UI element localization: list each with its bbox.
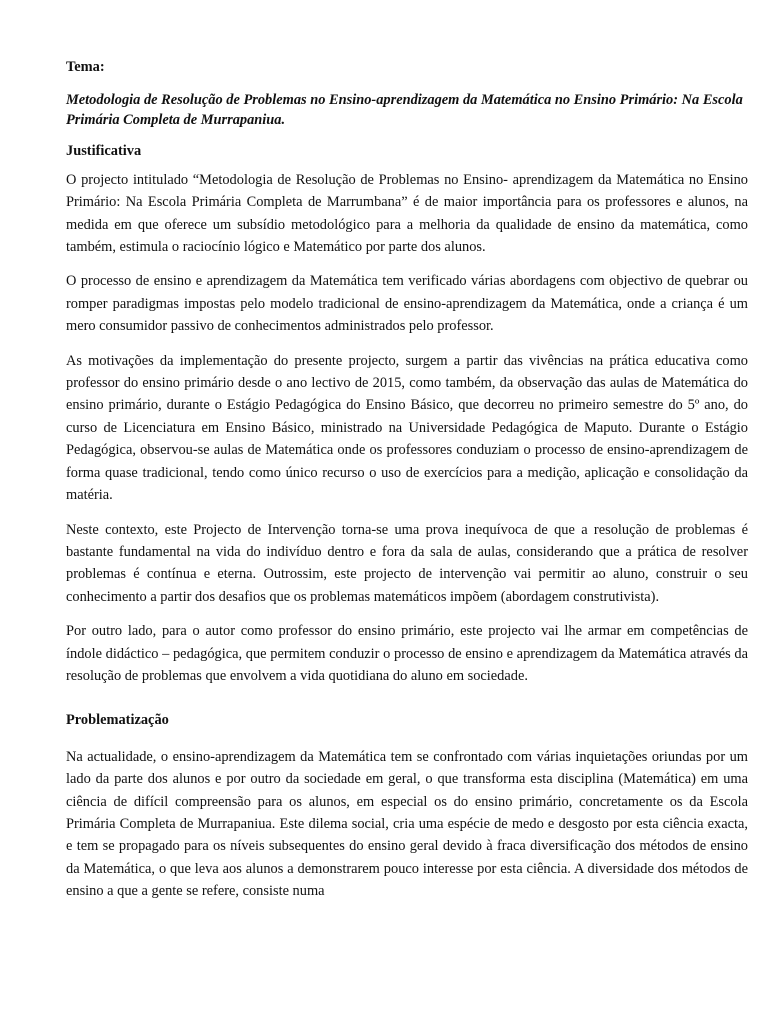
- tema-label: Tema:: [66, 59, 105, 75]
- justificativa-paragraph-2: O processo de ensino e aprendizagem da Matemática tem verificado várias abordagens com objectivo de quebrar ou romper paradigmas impostas pelo modelo tradicional de ensino-aprendizagem da Matemática, onde a criança é um mero consumidor passivo de conhecimentos administrados pelo professor.: [66, 273, 748, 335]
- justificativa-paragraph-4: Neste contexto, este Projecto de Intervenção torna-se uma prova inequívoca de que a resolução de problemas é bastante fundamental na vida do indivíduo dentro e fora da sala de aulas, considerando que a prática de resolver problemas é contínua e eterna. Outrossim, este projecto de intervenção vai permitir ao aluno, construir o seu conhecimento a partir dos desafios que os problemas matemáticos impõem (abordagem construtivista).: [66, 521, 748, 605]
- justificativa-paragraph-1: O projecto intitulado “Metodologia de Resolução de Problemas no Ensino- aprendizagem da Matemática no Ensino Primário: Na Escola Primária Completa de Marrumbana” é de maior importância para os professores e alunos, na medida em que oferece um subsídio metodológico para a melhoria da qualidade de ensino da matemática, como também, estimula o raciocínio lógico e Matemático por parte dos alunos.: [66, 171, 748, 256]
- problematizacao-paragraph-1: Na actualidade, o ensino-aprendizagem da Matemática tem se confrontado com várias inquietações oriundas por um lado da parte dos alunos e por outro da sociedade em geral, o que transforma esta disciplina (Matemática) em uma ciência de difícil compreensão para os alunos, em especial os do ensino primário, concretamente os da Escola Primária Completa de Murrapaniua. Este dilema social, cria uma espécie de medo e desgosto por esta ciência exacta, e tem se propagado para os níveis subsequentes do ensino geral devido à fraca diversificação dos métodos de ensino da Matemática, o que leva aos alunos a demonstrarem pouco interesse por esta ciência. A diversidade dos métodos de ensino a que a gente se refere, consiste numa: [66, 748, 748, 900]
- problematizacao-heading: Problematização: [66, 712, 169, 729]
- justificativa-paragraph-5: Por outro lado, para o autor como professor do ensino primário, este projecto vai lhe armar em competências de índole didáctico – pedagógica, que permitem conduzir o processo de ensino e aprendizagem da Matemática através da resolução de problemas que envolvem a vida quotidiana do aluno em sociedade.: [66, 623, 748, 684]
- document-title: Metodologia de Resolução de Problemas no Ensino-aprendizagem da Matemática no Ensino Primário: Na Escola Primária Completa de Murrapaniua.: [66, 92, 743, 129]
- justificativa-heading: Justificativa: [66, 143, 142, 160]
- justificativa-paragraph-3: As motivações da implementação do presente projecto, surgem a partir das vivências na prática educativa como professor do ensino primário desde o ano lectivo de 2015, como também, da observação das aulas de Matemática do ensino primário, durante o Estágio Pedagógica do Ensino Básico, que decorreu no primeiro semestre do 5º ano, do curso de Licenciatura em Ensino Básico, ministrado na Universidade Pedagógica de Maputo. Durante o Estágio Pedagógica, observou-se aulas de Matemática onde os professores conduziam o processo de ensino-aprendizagem de forma quase tradicional, tendo como único recurso o uso de exercícios para a medição, aplicação e consolidação da matéria.: [66, 352, 748, 504]
